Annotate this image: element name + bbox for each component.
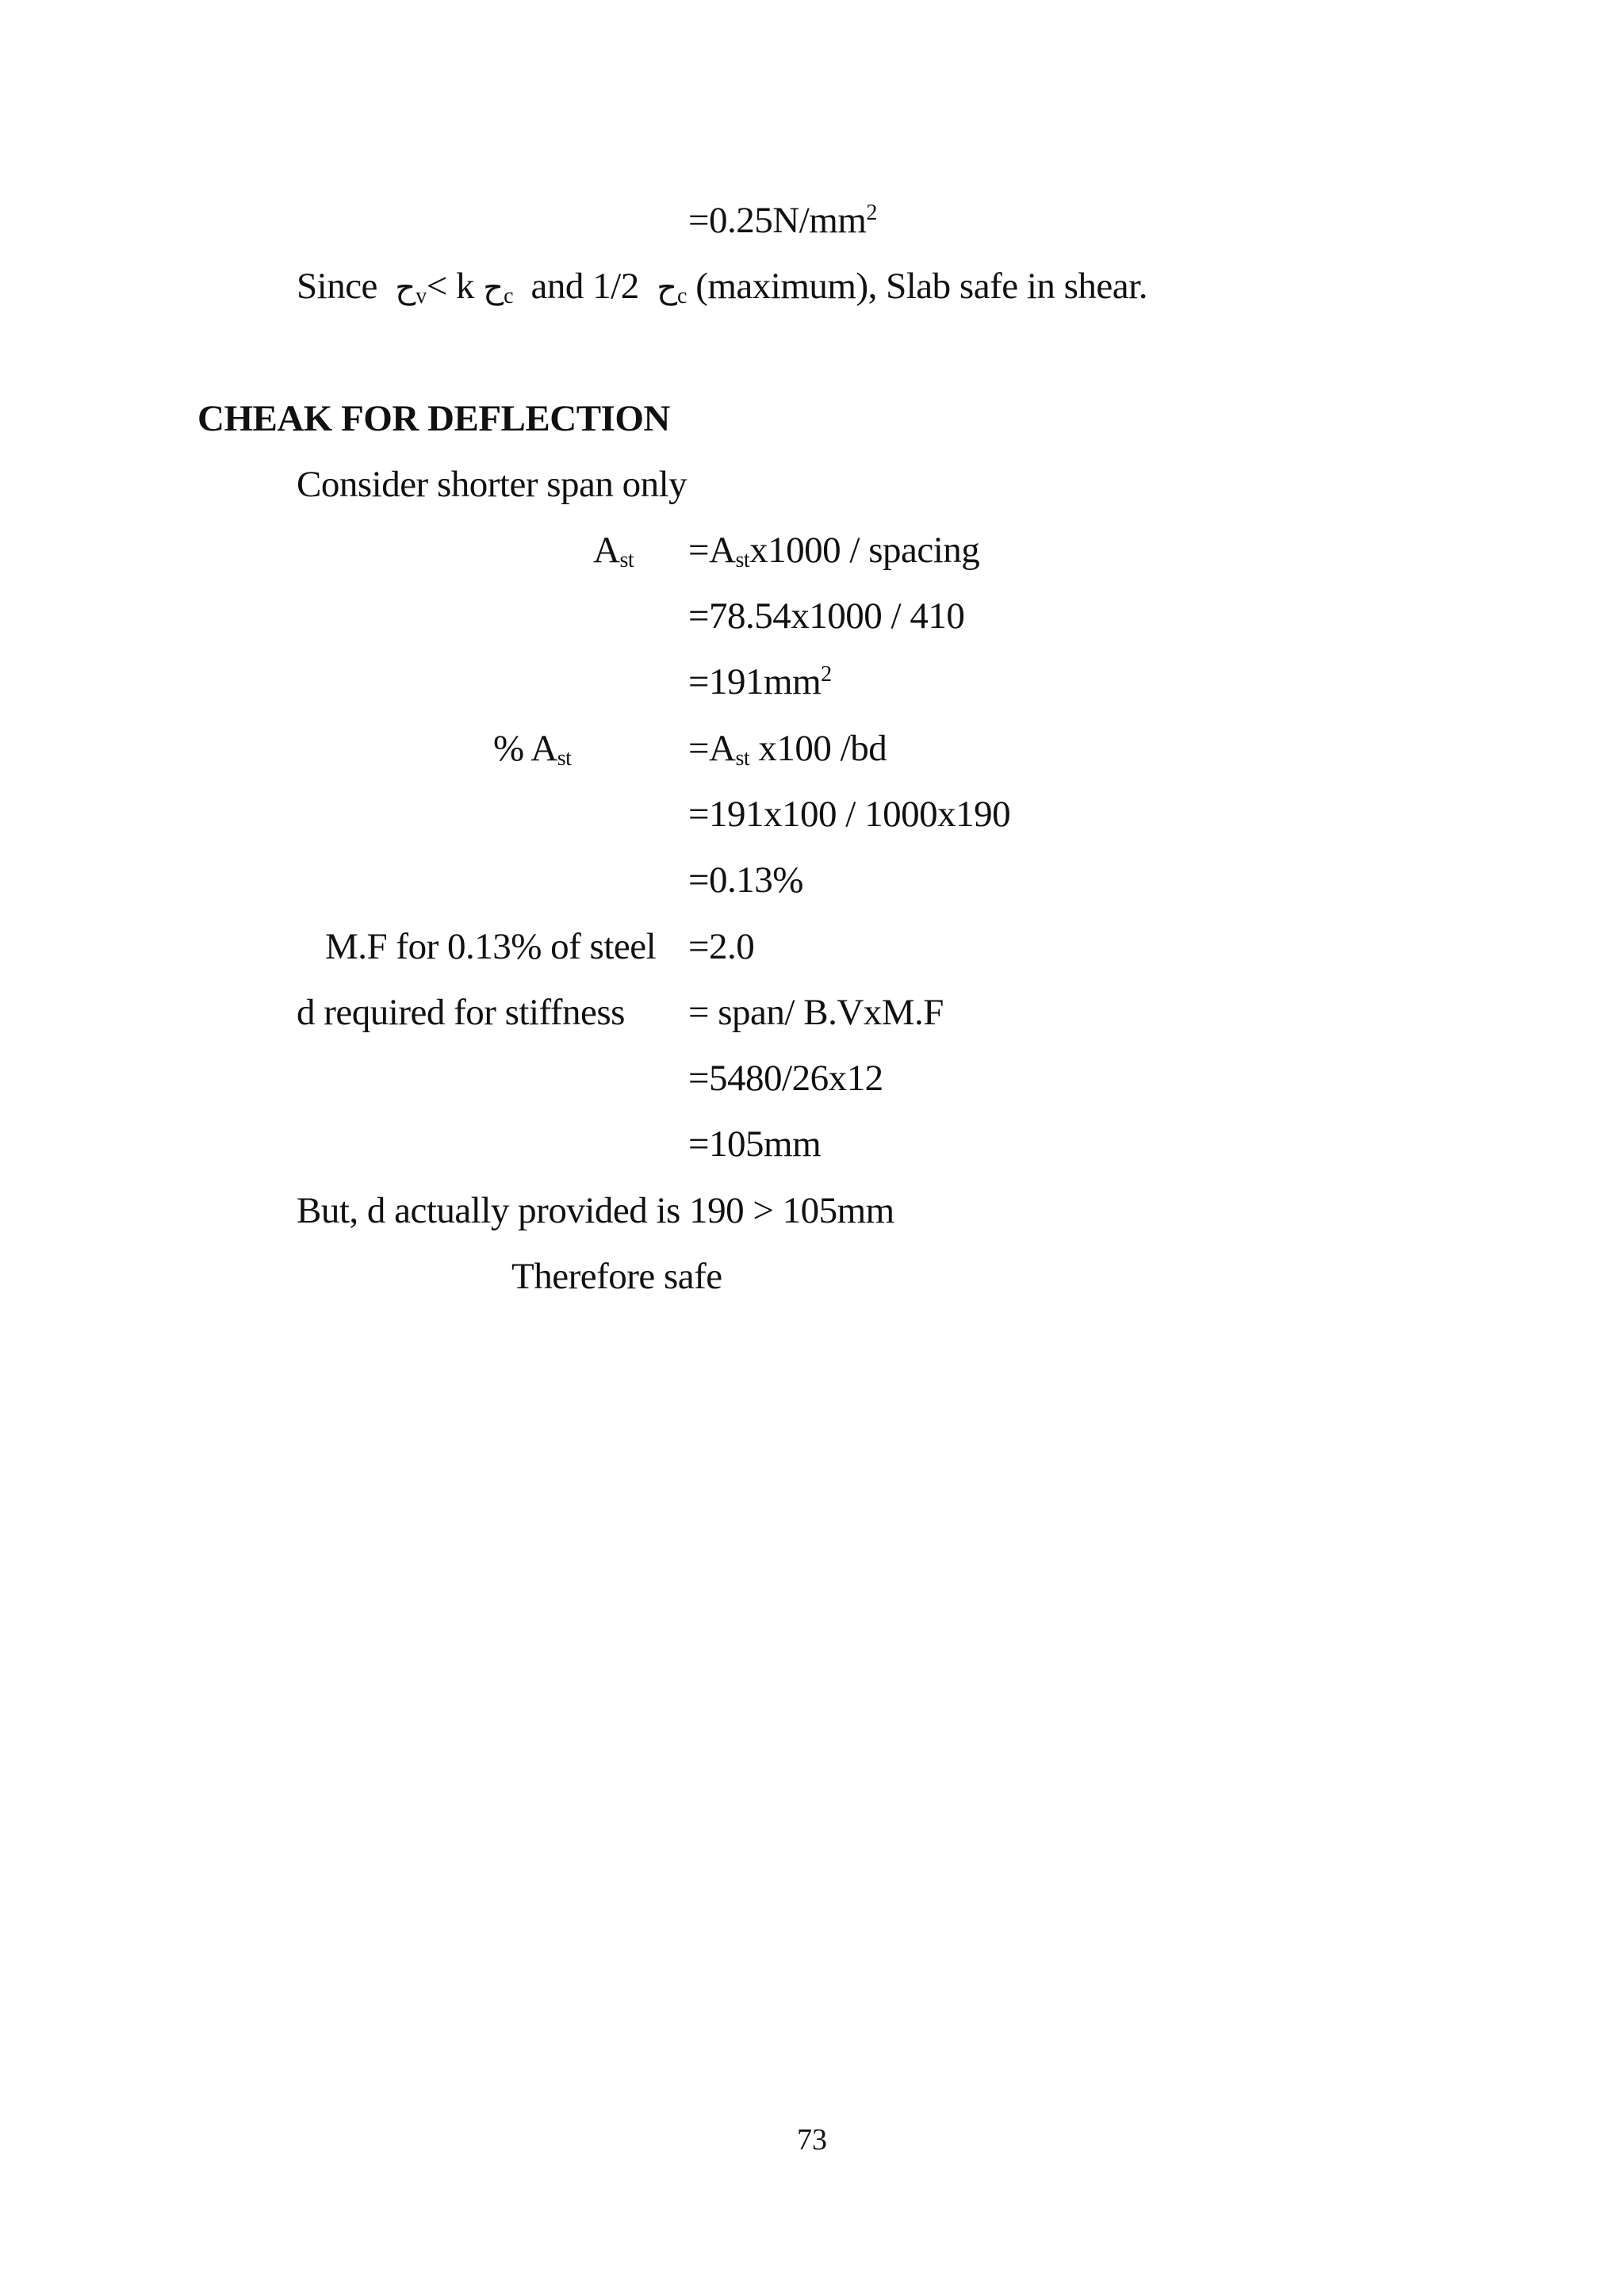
subscript-v: v — [416, 284, 427, 308]
superscript: 2 — [866, 201, 877, 225]
d-provided-statement: But, d actually provided is 190 > 105mm — [297, 1190, 894, 1231]
pct-ast-symbol: % A — [493, 728, 557, 769]
page-number: 73 — [797, 2123, 827, 2156]
d-required-formula: = span/ B.VxM.F — [688, 992, 944, 1033]
d-required-label: d required for stiffness — [297, 992, 625, 1033]
subscript-st: st — [735, 548, 750, 572]
pct-ast-substitution: =191x100 / 1000x190 — [688, 794, 1011, 835]
pct-formula-rest: x100 /bd — [749, 728, 887, 769]
subscript-c: c — [677, 284, 687, 308]
shear-conclusion: (maximum), Slab safe in shear. — [695, 266, 1147, 307]
subscript-c: c — [504, 284, 514, 308]
ast-formula-rest: x1000 / spacing — [749, 530, 980, 571]
section-heading: CHEAK FOR DEFLECTION — [197, 398, 670, 439]
pct-ast-label — [493, 726, 571, 771]
since-word: Since — [297, 266, 377, 307]
superscript: 2 — [821, 662, 832, 687]
less-than-k: < k — [426, 266, 475, 307]
shear-stress-value: =0.25N/mm — [688, 200, 867, 241]
shear-safety-statement — [297, 264, 1147, 310]
pct-formula-eq: =A — [688, 728, 736, 769]
ast-substitution: =78.54x1000 / 410 — [688, 595, 965, 637]
and-half: and 1/2 — [530, 266, 639, 307]
ast-label — [593, 528, 634, 572]
pct-ast-result: =0.13% — [688, 859, 803, 901]
mf-label: M.F for 0.13% of steel — [325, 926, 657, 967]
ast-symbol: A — [593, 530, 620, 571]
mf-value: =2.0 — [688, 926, 755, 967]
tau-symbol: ح — [483, 270, 504, 305]
subscript-st: st — [735, 746, 750, 771]
pct-ast-formula — [688, 726, 887, 771]
subscript-st: st — [619, 548, 634, 572]
tau-symbol: ح — [657, 270, 678, 305]
ast-result — [688, 660, 832, 704]
subscript-st: st — [557, 746, 572, 771]
therefore-safe: Therefore safe — [511, 1256, 722, 1297]
ast-formula-eq: =A — [688, 530, 736, 571]
section-intro: Consider shorter span only — [297, 464, 688, 505]
d-substitution: =5480/26x12 — [688, 1058, 883, 1099]
ast-result-value: =191mm — [688, 661, 822, 702]
ast-formula — [688, 528, 979, 572]
shear-stress-result — [688, 198, 877, 243]
tau-symbol: ح — [395, 270, 416, 305]
d-result: =105mm — [688, 1123, 822, 1165]
